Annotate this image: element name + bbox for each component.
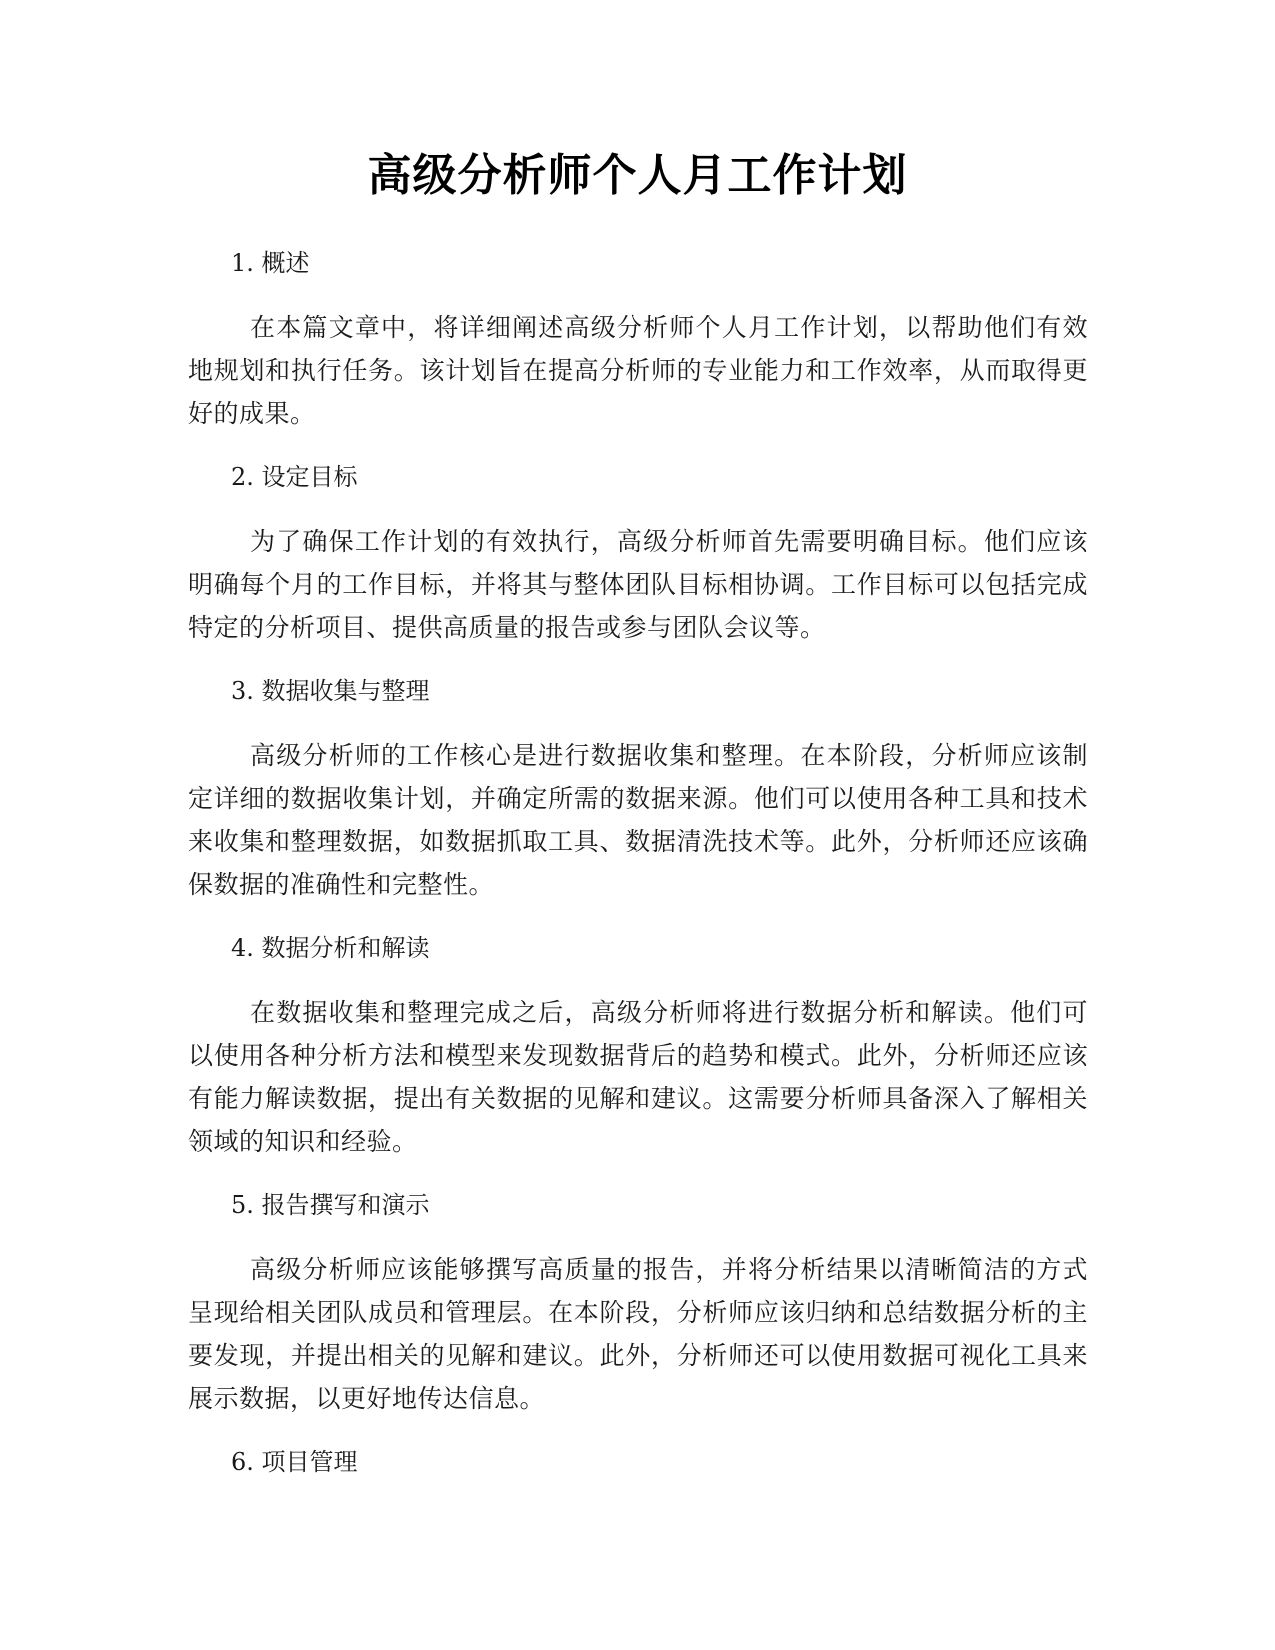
section-heading-overview: 1. 概述: [231, 249, 310, 277]
section-paragraph-goals: 为了确保工作计划的有效执行，高级分析师首先需要明确目标。他们应该明确每个月的工作目标，并将其与整体团队目标相协调。工作目标可以包括完成特定的分析项目、提供高质量的报告或参与团队会议等。: [188, 527, 1088, 642]
section-paragraph-overview: 在本篇文章中，将详细阐述高级分析师个人月工作计划，以帮助他们有效地规划和执行任务。该计划旨在提高分析师的专业能力和工作效率，从而取得更好的成果。: [188, 313, 1088, 428]
document-body: [188, 242, 1088, 1483]
section-heading-data-analysis: 4. 数据分析和解读: [231, 934, 430, 962]
document-title: 高级分析师个人月工作计划: [367, 150, 908, 201]
section-heading-goals: 2. 设定目标: [231, 463, 358, 491]
section-heading-reporting: 5. 报告撰写和演示: [231, 1191, 430, 1219]
section-heading-project-management: 6. 项目管理: [231, 1448, 358, 1476]
section-heading-data-collection: 3. 数据收集与整理: [231, 677, 430, 705]
section-paragraph-data-collection: 高级分析师的工作核心是进行数据收集和整理。在本阶段，分析师应该制定详细的数据收集计划，并确定所需的数据来源。他们可以使用各种工具和技术来收集和整理数据，如数据抓取工具、数据清洗技术等。此外，分析师还应该确保数据的准确性和完整性。: [188, 741, 1088, 899]
section-paragraph-data-analysis: 在数据收集和整理完成之后，高级分析师将进行数据分析和解读。他们可以使用各种分析方法和模型来发现数据背后的趋势和模式。此外，分析师还应该有能力解读数据，提出有关数据的见解和建议。这需要分析师具备深入了解相关领域的知识和经验。: [188, 998, 1088, 1156]
section-paragraph-reporting: 高级分析师应该能够撰写高质量的报告，并将分析结果以清晰简洁的方式呈现给相关团队成员和管理层。在本阶段，分析师应该归纳和总结数据分析的主要发现，并提出相关的见解和建议。此外，分析师还可以使用数据可视化工具来展示数据，以更好地传达信息。: [188, 1255, 1088, 1413]
